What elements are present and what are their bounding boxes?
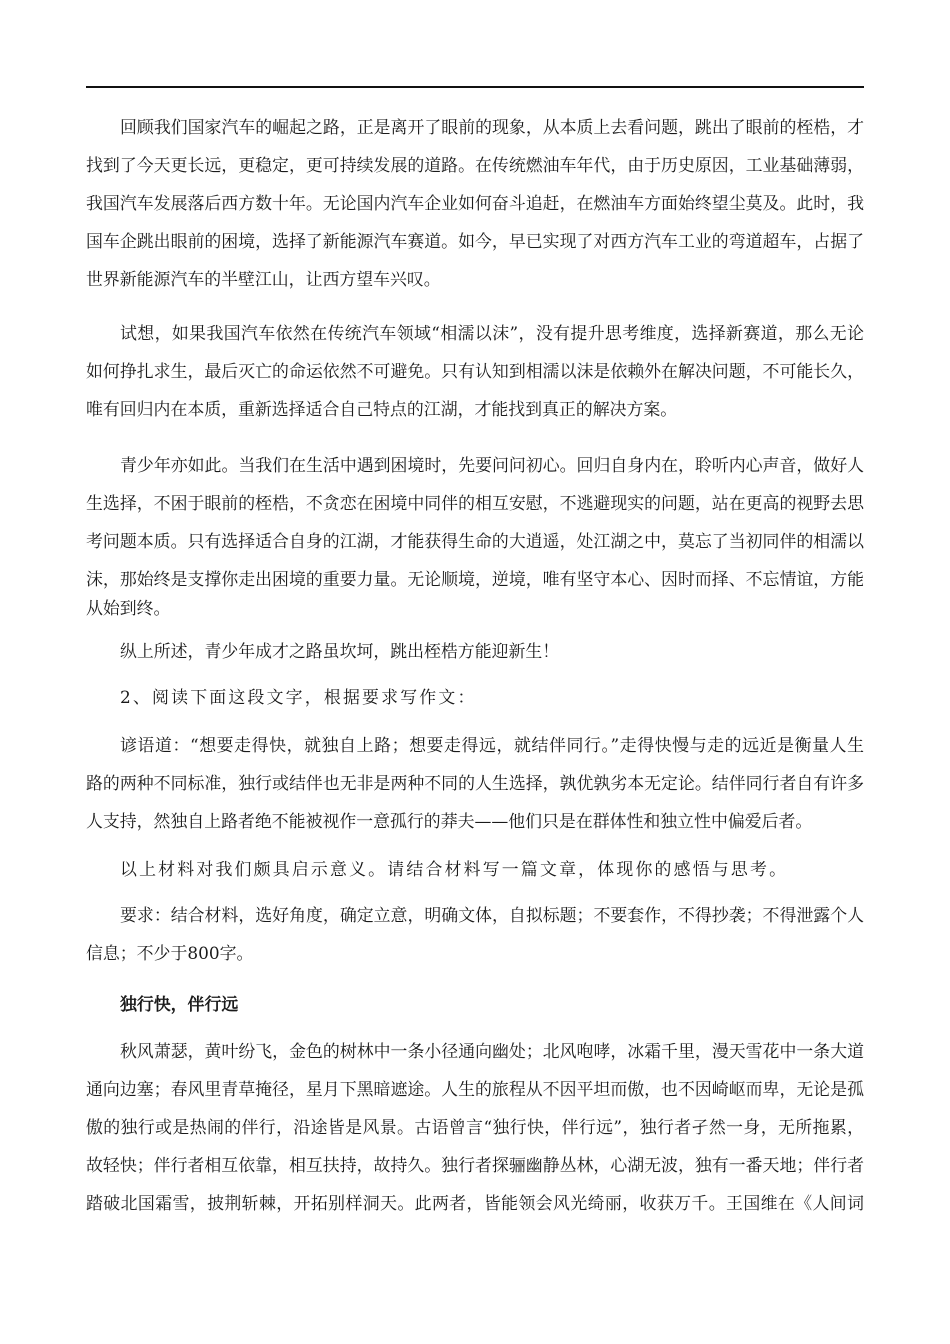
quote-line: 谚语道：“想要走得快，就独自上路；想要走得远，就结伴同行。”走得快慢与走的远近是衡量人生 xyxy=(120,735,864,755)
requirements-line: 要求：结合材料，选好角度，确定立意，明确文体，自拟标题；不要套作，不得抄袭；不得泄露个人 xyxy=(120,905,864,925)
paragraph-line: 生选择，不困于眼前的桎梏，不贪恋在困境中同伴的相互安慰，不逃避现实的问题，站在更高的视野去思 xyxy=(86,493,864,513)
paragraph-line: 国车企跳出眼前的困境，选择了新能源汽车赛道。如今，早已实现了对西方汽车工业的弯道超车，占据了 xyxy=(86,231,864,251)
paragraph-line: 青少年亦如此。当我们在生活中遇到困境时，先要问问初心。回归自身内在，聆听内心声音，做好人 xyxy=(120,455,864,475)
essay-line: 故轻快；伴行者相互依靠，相互扶持，故持久。独行者探骊幽静丛林，心湖无波，独有一番天地；伴行者 xyxy=(86,1155,864,1175)
paragraph-line: 世界新能源汽车的半壁江山，让西方望车兴叹。 xyxy=(86,269,441,289)
essay-line: 通向边塞；春风里青草掩径，星月下黑暗遮途。人生的旅程从不因平坦而傲，也不因崎岖而卑，无论是孤 xyxy=(86,1079,864,1099)
requirements-line: 信息；不少于800字。 xyxy=(86,943,254,963)
essay-line: 傲的独行或是热闹的伴行，沿途皆是风景。古语曾言“独行快，伴行远”，独行者孑然一身，无所拖累， xyxy=(86,1117,864,1137)
paragraph-line: 试想，如果我国汽车依然在传统汽车领域“相濡以沫”，没有提升思考维度，选择新赛道，那么无论 xyxy=(120,323,864,343)
quote-line: 路的两种不同标准，独行或结伴也无非是两种不同的人生选择，孰优孰劣本无定论。结伴同行者自有许多 xyxy=(86,773,864,793)
conclusion-line: 纵上所述，青少年成才之路虽坎坷，跳出桎梏方能迎新生！ xyxy=(120,641,560,661)
material-instruction: 以上材料对我们颇具启示意义。请结合材料写一篇文章，体现你的感悟与思考。 xyxy=(120,859,789,879)
paragraph-line: 我国汽车发展落后西方数十年。无论国内汽车企业如何奋斗追赶，在燃油车方面始终望尘莫及。此时，我 xyxy=(86,193,864,213)
essay-title: 独行快，伴行远 xyxy=(120,994,239,1014)
essay-line: 踏破北国霜雪，披荆斩棘，开拓别样洞天。此两者，皆能领会风光绮丽，收获万千。王国维在《人间词 xyxy=(86,1193,864,1213)
quote-line: 人支持，然独自上路者绝不能被视作一意孤行的莽夫——他们只是在群体性和独立性中偏爱后者。 xyxy=(86,811,813,831)
paragraph-line: 回顾我们国家汽车的崛起之路，正是离开了眼前的现象，从本质上去看问题，跳出了眼前的桎梏，才 xyxy=(120,117,864,137)
paragraph-line: 从始到终。 xyxy=(86,598,171,618)
paragraph-line: 唯有回归内在本质，重新选择适合自己特点的江湖，才能找到真正的解决方案。 xyxy=(86,399,678,419)
paragraph-line: 如何挣扎求生，最后灭亡的命运依然不可避免。只有认知到相濡以沫是依赖外在解决问题，不可能长久， xyxy=(86,361,864,381)
essay-line: 秋风萧瑟，黄叶纷飞，金色的树林中一条小径通向幽处；北风咆哮，冰霜千里，漫天雪花中一条大道 xyxy=(120,1041,864,1061)
question-prompt: 2、阅读下面这段文字，根据要求写作文： xyxy=(120,687,477,707)
header-rule xyxy=(86,86,864,88)
paragraph-line: 沫，那始终是支撑你走出困境的重要力量。无论顺境，逆境，唯有坚守本心、因时而择、不忘情谊，方能 xyxy=(86,569,864,589)
paragraph-line: 找到了今天更长远，更稳定，更可持续发展的道路。在传统燃油车年代，由于历史原因，工业基础薄弱， xyxy=(86,155,864,175)
paragraph-line: 考问题本质。只有选择适合自身的江湖，才能获得生命的大逍遥，处江湖之中，莫忘了当初同伴的相濡以 xyxy=(86,531,864,551)
